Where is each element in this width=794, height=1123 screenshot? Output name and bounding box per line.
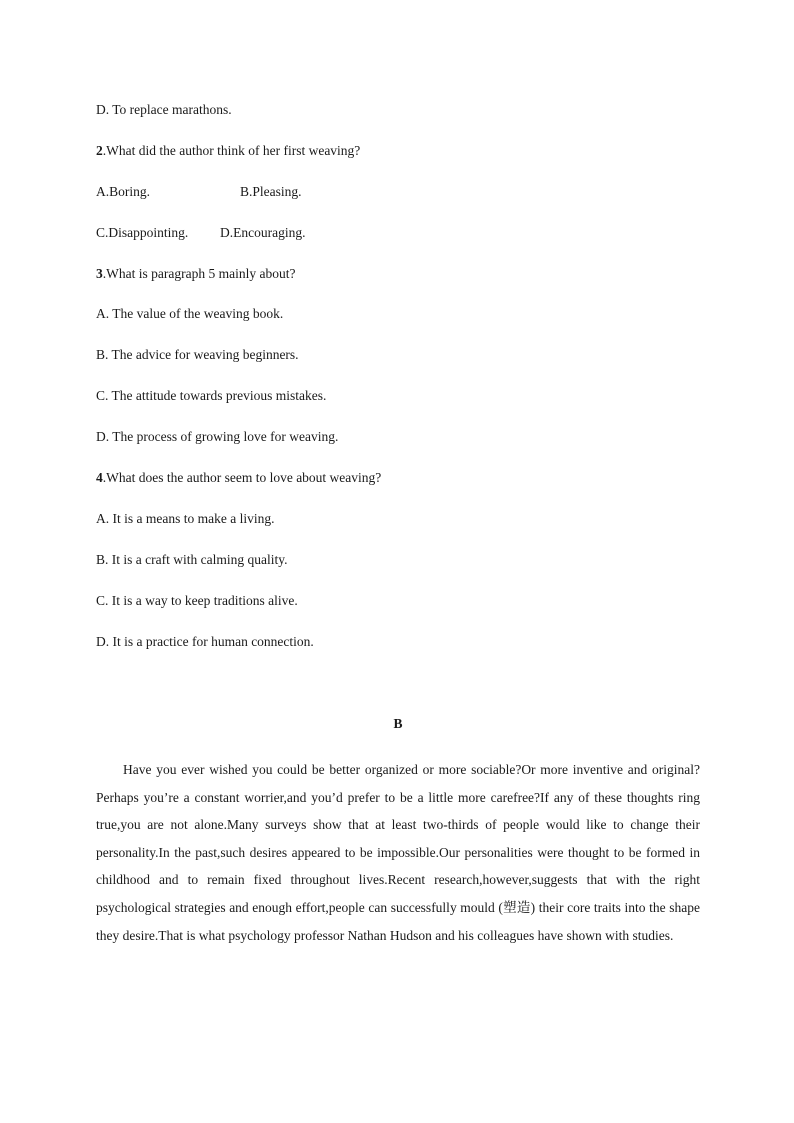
section-b-paragraph: Have you ever wished you could be better organized or more sociable?Or more inventive and original?Perhaps you’re a constant worrier,and you’d prefer to be a little more carefree?If any of these thoughts ring true,you are not alone.Many surveys show that at least two-thirds of people would like to change their personality.In the past,such desires appeared to be impossible.Our personalities were thought to be formed in childhood and to remain fixed throughout lives.Recent research,however,suggests that with the right psychological strategies and enough effort,people can successfully mould (塑造) their core traits into the shape they desire.That is what psychology professor Nathan Hudson and his colleagues have shown with studies. xyxy=(96,762,700,943)
q2-option-a: A.Boring. xyxy=(96,184,150,199)
question-3 xyxy=(96,266,295,282)
question-3-number: 3 xyxy=(96,266,103,281)
q2-option-d: D.Encouraging. xyxy=(220,225,306,240)
q4-option-a: A. It is a means to make a living. xyxy=(96,511,275,526)
question-2-stem: .What did the author think of her first weaving? xyxy=(102,143,361,158)
document-page xyxy=(96,0,700,1123)
q2-option-c: C.Disappointing. xyxy=(96,225,189,240)
q2-option-b: B.Pleasing. xyxy=(240,184,302,199)
q3-option-b: B. The advice for weaving beginners. xyxy=(96,347,299,362)
question-2-number: 2 xyxy=(96,143,103,158)
q3-option-d: D. The process of growing love for weaving. xyxy=(96,429,339,444)
q4-option-d: D. It is a practice for human connection. xyxy=(96,634,314,649)
question-4-stem: .What does the author seem to love about weaving? xyxy=(102,470,382,485)
question-2 xyxy=(96,143,360,159)
question-2-options-row-1 xyxy=(96,184,302,200)
question-3-stem: .What is paragraph 5 mainly about? xyxy=(102,266,296,281)
q1-option-d: D. To replace marathons. xyxy=(96,102,232,117)
q3-option-c: C. The attitude towards previous mistakes. xyxy=(96,388,327,403)
question-4-number: 4 xyxy=(96,470,103,485)
question-4 xyxy=(96,470,381,486)
q4-option-c: C. It is a way to keep traditions alive. xyxy=(96,593,298,608)
section-b-title: B xyxy=(393,716,403,731)
q4-option-b: B. It is a craft with calming quality. xyxy=(96,552,288,567)
question-2-options-row-2 xyxy=(96,225,305,241)
q3-option-a: A. The value of the weaving book. xyxy=(96,306,284,321)
